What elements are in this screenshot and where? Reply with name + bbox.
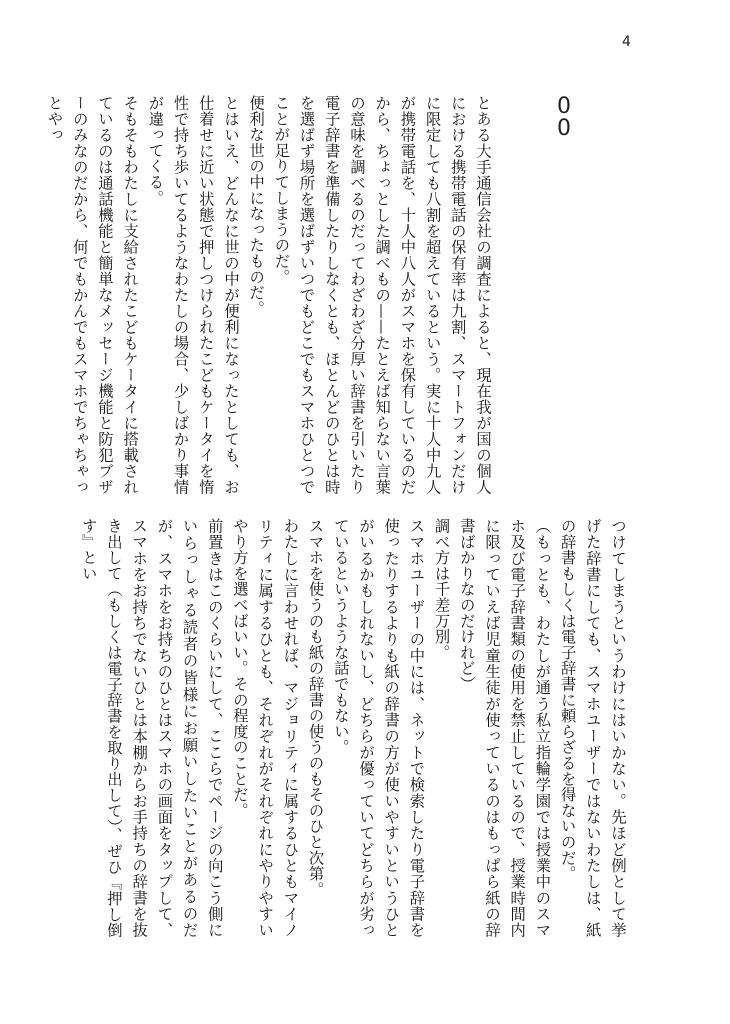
paragraph: 調べ方は千差万別。: [432, 518, 451, 661]
chapter-mark: 0: [557, 116, 571, 141]
paragraph: とはいえ、どんなに世の中が便利になったとしても、お仕着せに近い状態で押しつけられたこどもケータイを惰性で持ち歩いてるようなわたしの場合、少しばかり事情が違ってくる。: [146, 95, 240, 495]
paragraph: わたしに言わせれば、マジョリティに属するひともマイノリティに属するひとも、それぞれがそれぞれにやりやすいやり方を選べばいい。その程度のことだ。: [230, 518, 300, 938]
paragraph: つけてしまうというわけにはいかない。先ほど例として挙げた辞書にしても、スマホユーザーではないわたしは、紙の辞書もしくは電子辞書に頼らざるを得ないのだ。: [558, 518, 627, 938]
text-column-top: [45, 95, 495, 495]
paragraph: 便利な世の中になったものだ。: [247, 95, 266, 317]
page-number: 4: [622, 34, 631, 50]
paragraph: 前置きはこのくらいにして、ここらでページの向こう側にいらっしゃる読者の皆様にお願いしたいことがあるのだが、スマホをお持ちのひとはスマホの画面をタップして、スマホをお持ちでないひとは本棚からお手持ちの辞書を抜き出して（もしくは電子辞書を取り出して）、ぜひ『押し倒す』とい: [79, 518, 224, 938]
paragraph: とある大手通信会社の調査によると、現在我が国の個人における携帯電話の保有率は九割、スマートフォンだけに限定しても八割を超えているという。実に十人中九人が携帯電話を、十人中八人がスマホを保有しているのだから、ちょっとした調べもの——たとえば知らない言葉の意味を調べるのだってわざわざ分厚い辞書を引いたり電子辞書を準備したりしなくとも、ほとんどのひとは時を選ばず場所を選ばずいつでもどこでもスマホひとつでことが足りてしまうのだ。: [272, 95, 492, 495]
chapter-mark: 0: [557, 94, 571, 119]
paragraph: スマホユーザーの中には、ネットで検索したり電子辞書を使ったりするよりも紙の辞書の方が使いやすいというひとがいるかもしれないし、どちらが優っていてどちらが劣っているというような話でもない。: [331, 518, 426, 938]
paragraph: そもそもわたしに支給されたこどもケータイに搭載されているのは通話機能と簡単なメッセージ機能と防犯ブザーのみなのだから、何でもかんでもスマホでちゃちゃっとやっ: [45, 95, 140, 495]
paragraph: スマホを使うのも紙の辞書の使うのもそのひと次第。: [306, 518, 325, 898]
chapter-marks: [557, 96, 571, 140]
text-column-bottom: [70, 518, 630, 938]
paragraph: （もっとも、わたしが通う私立指輪学園では授業中のスマホ及び電子辞書類の使用を禁止しているので、授業時間内に限っていえば児童生徒が使っているのはもっぱら紙の辞書ばかりなのだけれど）: [457, 518, 552, 938]
